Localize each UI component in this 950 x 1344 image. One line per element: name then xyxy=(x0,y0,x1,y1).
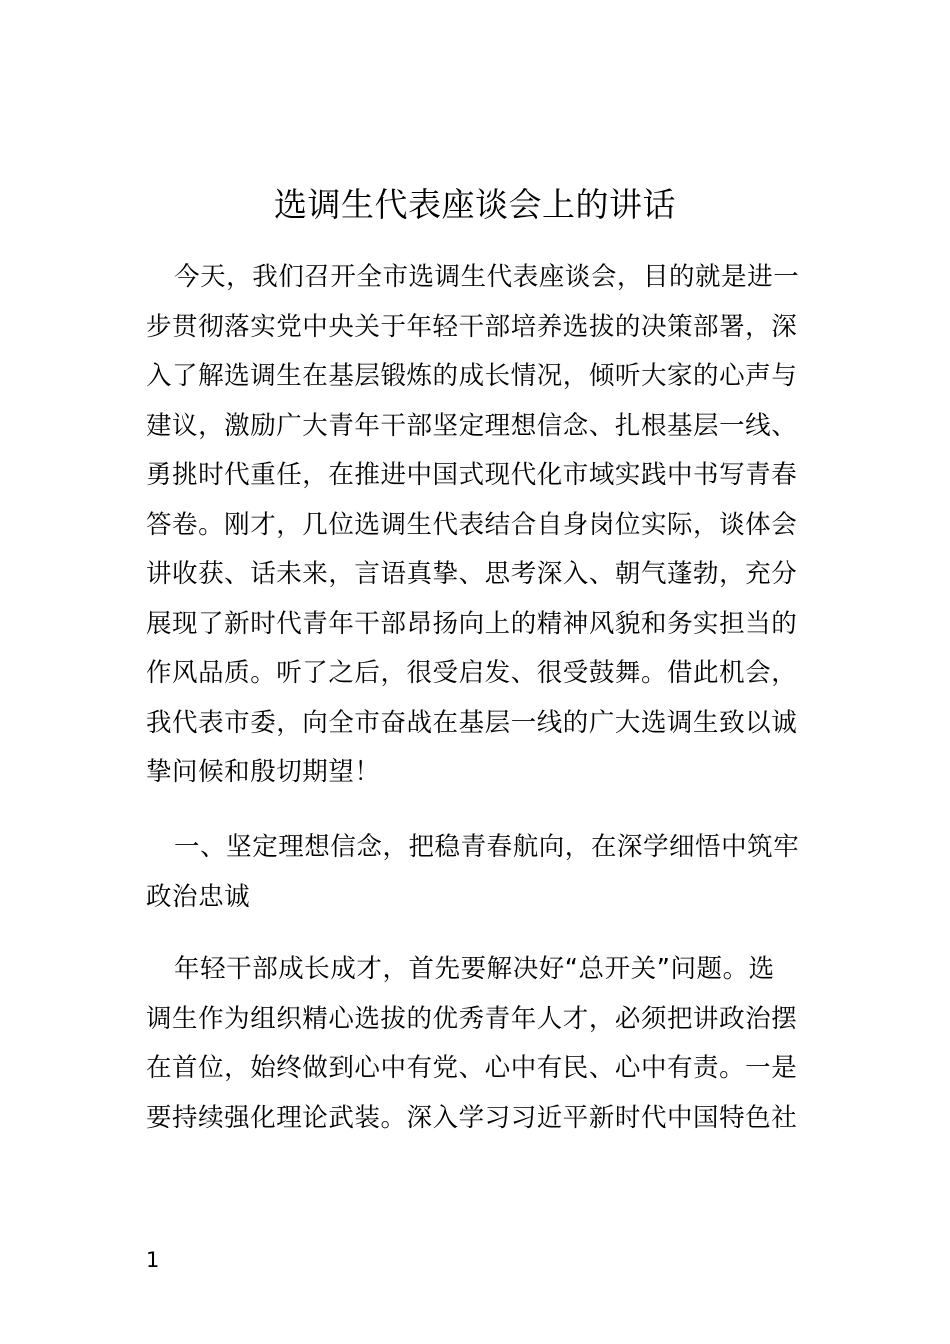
text-line: 入了解选调生在基层锻炼的成长情况，倾听大家的心声与 xyxy=(146,361,798,391)
text-line: 建议，激励广大青年干部坚定理想信念、扎根基层一线、 xyxy=(146,410,798,441)
text-line: 作风品质。听了之后，很受启发、很受鼓舞。借此机会， xyxy=(146,658,798,688)
page-number: 1 xyxy=(146,1248,160,1272)
heading-line: 政治忠诚 xyxy=(146,881,251,912)
text-line: 讲收获、话未来，言语真挚、思考深入、朝气蓬勃，充分 xyxy=(146,559,798,589)
text-line: 在首位，始终做到心中有党、心中有民、心中有责。一是 xyxy=(146,1053,798,1083)
text-line: 今天，我们召开全市选调生代表座谈会，目的就是进一 xyxy=(148,262,800,292)
text-line: 我代表市委，向全市奋战在基层一线的广大选调生致以诚 xyxy=(146,707,798,738)
text-line: 年轻干部成长成才，首先要解决好“总开关”问题。选 xyxy=(148,954,775,984)
document-title: 选调生代表座谈会上的讲话 xyxy=(274,185,676,224)
text-line: 勇挑时代重任，在推进中国式现代化市域实践中书写青春 xyxy=(146,460,798,490)
heading-line: 一、坚定理想信念，把稳青春航向，在深学细悟中筑牢 xyxy=(148,832,800,862)
text-line: 调生作为组织精心选拔的优秀青年人才，必须把讲政治摆 xyxy=(146,1003,798,1034)
text-line: 挚问候和殷切期望！ xyxy=(146,757,381,787)
text-line: 要持续强化理论武装。深入学习习近平新时代中国特色社 xyxy=(146,1102,798,1133)
text-line: 展现了新时代青年干部昂扬向上的精神风貌和务实担当的 xyxy=(146,608,798,639)
text-line: 答卷。刚才，几位选调生代表结合自身岗位实际，谈体会 xyxy=(146,509,798,540)
text-line: 步贯彻落实党中央关于年轻干部培养选拔的决策部署，深 xyxy=(146,311,798,342)
